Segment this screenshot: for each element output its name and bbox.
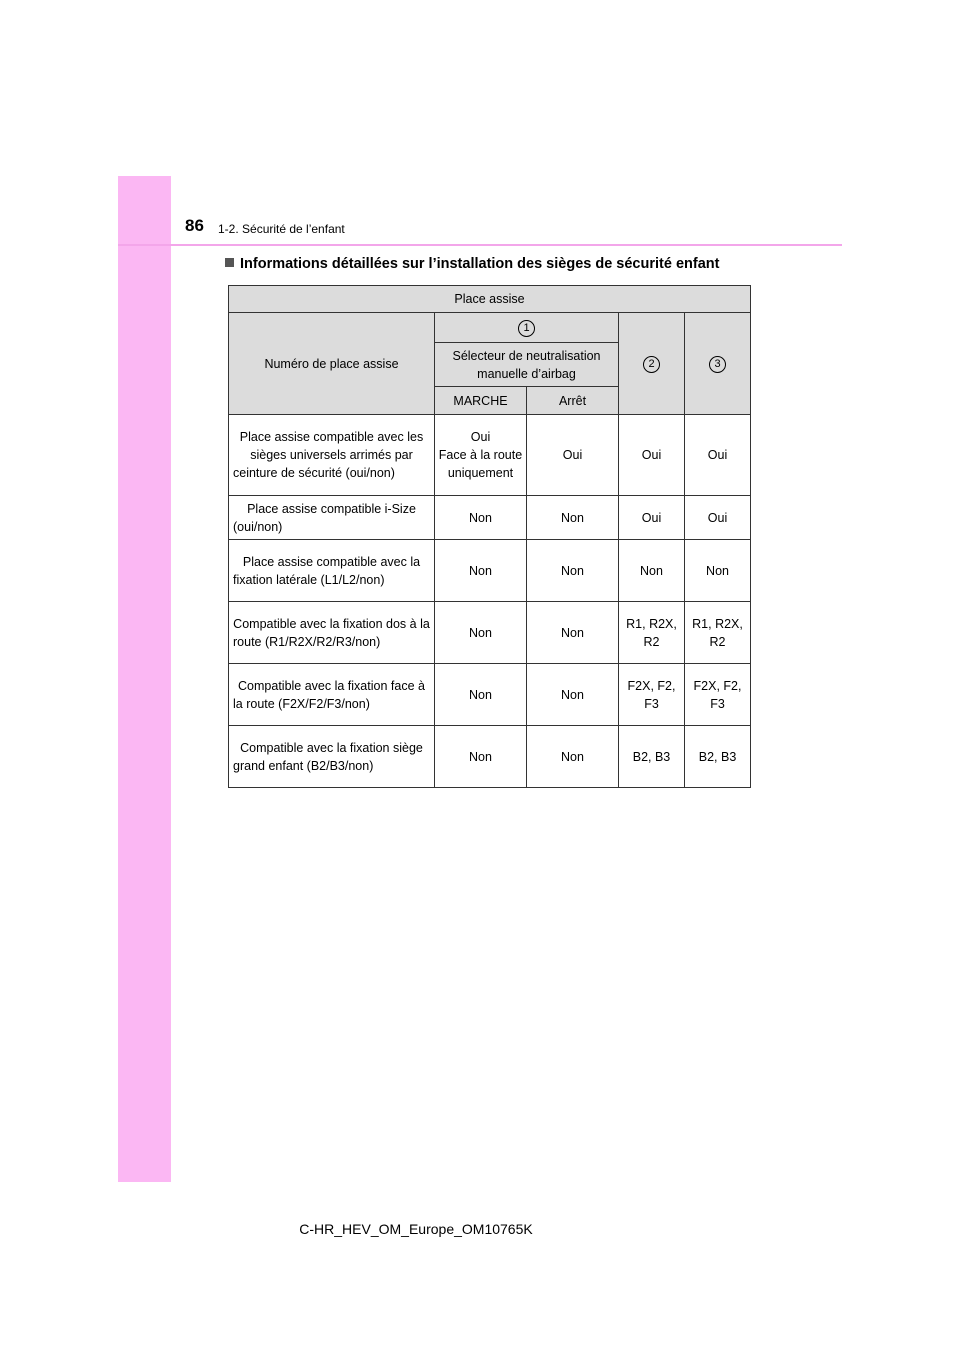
seat-number-1: 1 [518,320,535,337]
table-cell: Non [435,496,527,540]
table-cell: Oui [619,415,685,496]
table-cell: Non [435,602,527,664]
table-cell: Oui [685,496,751,540]
page-number: 86 [185,216,204,235]
table-cell: Non [527,726,619,788]
section-reference: 1-2. Sécurité de l’enfant [218,222,345,236]
row-label: Place assise compatible i-Size (oui/non) [229,496,435,540]
seat-number-2: 2 [643,356,660,373]
table-cell: Non [527,664,619,726]
header-airbag-on: MARCHE [435,387,527,415]
header-seat-number-label: Numéro de place assise [229,313,435,415]
table-cell: Oui Face à la route uniquement [435,415,527,496]
seat-number-3: 3 [709,356,726,373]
square-bullet-icon [225,258,234,267]
table-cell: Oui [685,415,751,496]
header-seat-3 [685,313,751,415]
side-tab-band [118,176,171,1182]
table-cell: Oui [619,496,685,540]
table-cell: Non [527,540,619,602]
header-seat-2 [619,313,685,415]
table-cell: B2, B3 [685,726,751,788]
table-cell: Oui [527,415,619,496]
table-cell: Non [435,726,527,788]
table-cell: R1, R2X, R2 [685,602,751,664]
table-cell: F2X, F2, F3 [619,664,685,726]
document-code: C-HR_HEV_OM_Europe_OM10765K [299,1221,533,1237]
header-seat-1 [435,313,619,343]
row-label: Compatible avec la fixation dos à la route (R1/R2X/R2/R3/non) [229,602,435,664]
table-cell: Non [685,540,751,602]
header-airbag-off: Arrêt [527,387,619,415]
table-cell: B2, B3 [619,726,685,788]
section-heading-text: Informations détaillées sur l’installation des sièges de sécurité enfant [240,256,720,272]
table-cell: R1, R2X, R2 [619,602,685,664]
header-rule [118,244,842,246]
row-label: Place assise compatible avec les sièges universels arrimés par ceinture de sécurité (oui/non) [229,415,435,496]
header-seating-position: Place assise [229,286,751,313]
table-cell: F2X, F2, F3 [685,664,751,726]
section-heading [225,256,719,272]
table-cell: Non [435,540,527,602]
header-airbag-switch: Sélecteur de neutralisation manuelle d’airbag [435,343,619,387]
child-seat-installation-table [228,285,751,788]
row-label: Place assise compatible avec la fixation latérale (L1/L2/non) [229,540,435,602]
row-label: Compatible avec la fixation siège grand enfant (B2/B3/non) [229,726,435,788]
table-cell: Non [435,664,527,726]
table-cell: Non [619,540,685,602]
table-cell: Non [527,602,619,664]
table-cell: Non [527,496,619,540]
row-label: Compatible avec la fixation face à la route (F2X/F2/F3/non) [229,664,435,726]
